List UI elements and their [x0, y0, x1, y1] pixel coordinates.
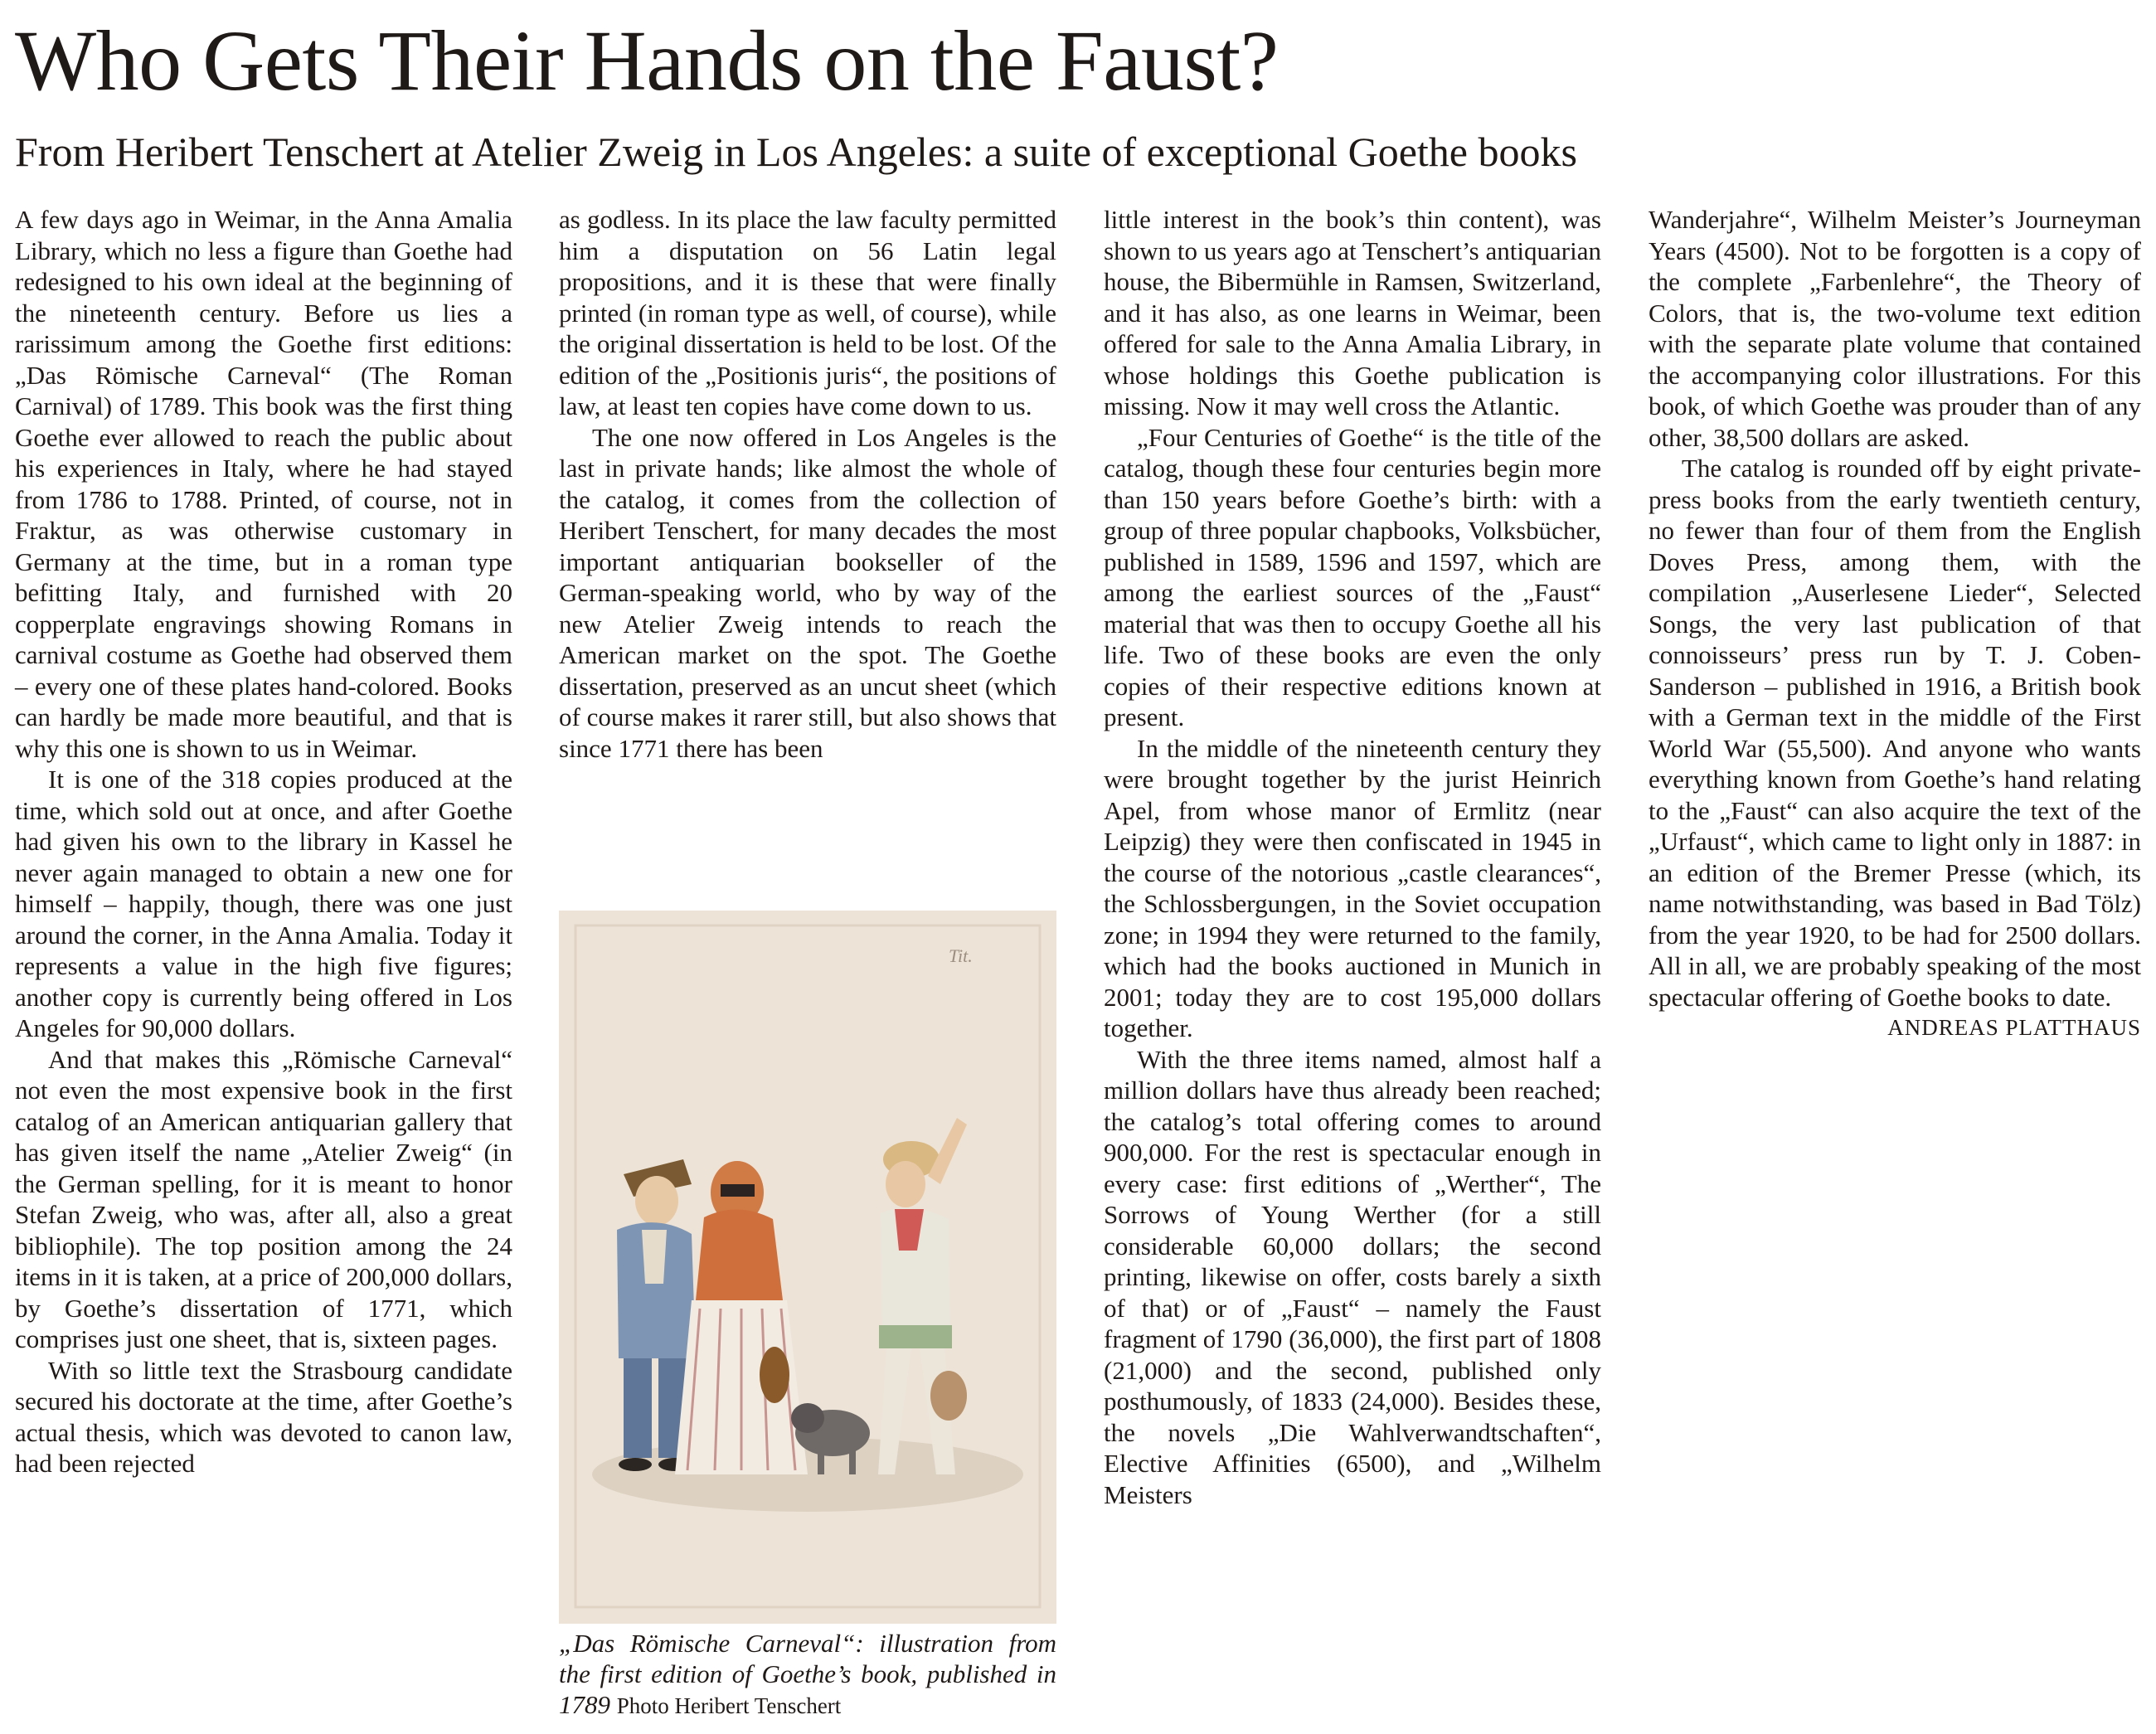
paragraph: It is one of the 318 copies produced at the time, which sold out at once, and after Goethe had given his own to the library in Kassel he never again managed to obtain a new one for himself – happily, though, there was one just around the corner, in the Anna Amalia. Today it represents a value in the high five figures; another copy is currently being offered in Los Angeles for 90,000 dollars. — [15, 765, 512, 1042]
photo-credit: Photo Heribert Tenschert — [616, 1693, 842, 1718]
paragraph: as godless. In its place the law faculty permitted him a disputation on 56 Latin legal propositions, and it is these that were finally printed (in roman type as well, of course), while the original dissertation is held to be lost. Of the edition of the „Positionis juris“, the positions of law, at least ten copies have come down to us. — [559, 205, 1056, 420]
paragraph: With the three items named, almost half a million dollars have thus already been reached; the catalog’s total offering comes to around 900,000. For the rest is spectacular enough in every case: first editions of „Werther“, The Sorrows of Young Werther (for a still considerable 60,000 dollars; the second printing, likewise on offer, costs barely a sixth of that) or of „Faust“ – namely the Faust fragment of 1790 (36,000), the first part of 1808 (21,000) and the second, published only posthumously, of 1833 (24,000). Besides these, the novels „Die Wahlverwandtschaften“, Elective Affinities (6500), and „Wilhelm Meisters — [1104, 1044, 1601, 1509]
paragraph: With so little text the Strasbourg candidate secured his doctorate at the time, after Goethe’s actual thesis, which was devoted to canon law, had been rejected — [15, 1355, 512, 1478]
paragraph: Wanderjahre“, Wilhelm Meister’s Journeyman Years (4500). Not to be forgotten is a copy of the complete „Farbenlehre“, the Theory of Colors, that is, the two-volume text edition with the separate plate volume that contained the accompanying color illustrations. For this book, of which Goethe was prouder than of any other, 38,500 dollars are asked. — [1649, 205, 2141, 452]
plate-mark: Tit. — [949, 945, 973, 966]
article-column-3 — [1104, 204, 1601, 1705]
paragraph: In the middle of the nineteenth century they were brought together by the jurist Heinrich Apel, from whose manor of Ermlitz (near Leipzig) they were then confiscated in 1945 in the course of the notorious „castle clearances“, the Schlossbergungen, in the Soviet occupation zone; in 1994 they were returned to the family, which had the books auctioned in Munich in 2001; today they are to cost 195,000 dollars together. — [1104, 733, 1601, 1042]
article-column-4 — [1649, 204, 2141, 1199]
carnival-illustration — [559, 911, 1056, 1624]
paragraph: little interest in the book’s thin content), was shown to us years ago at Tenschert’s antiquarian house, the Bibermühle in Ramsen, Switzerland, and it has also, as one learns in Weimar, been offered for sale to the Anna Amalia Library, in whose holdings this Goethe publication is missing. Now it may well cross the Atlantic. — [1104, 205, 1601, 420]
caption-text: „Das Römische Carneval“: illustration from the first edition of Goethe’s book, published in 1789 — [559, 1629, 1056, 1719]
paragraph: A few days ago in Weimar, in the Anna Amalia Library, which no less a figure than Goethe had redesigned to his own ideal at the beginning of the nineteenth century. Before us lies a rarissimum among the Goethe first editions: „Das Römische Carneval“ (The Roman Carnival) of 1789. This book was the first thing Goethe ever allowed to reach the public about his experiences in Italy, where he had stayed from 1786 to 1788. Printed, of course, not in Fraktur, as was otherwise customary in Germany at the time, but in a roman type befitting Italy, and furnished with 20 copperplate engravings showing Romans in carnival costume as Goethe had observed them – every one of these plates hand-colored. Books can hardly be made more beautiful, and that is why this one is shown to us in Weimar. — [15, 205, 512, 763]
subheadline: From Heribert Tenschert at Atelier Zweig in Los Angeles: a suite of exceptional Goethe books — [15, 129, 1577, 175]
image-caption — [559, 1628, 1056, 1722]
headline: Who Gets Their Hands on the Faust? — [15, 13, 1279, 109]
article-column-2 — [559, 204, 1056, 867]
paragraph: The catalog is rounded off by eight private-press books from the early twentieth century, no fewer than four of them from the English Doves Press, among them, with the compilation „Auserlesene Lieder“, Selected Songs, the very last publication of that connoisseurs’ press run by T. J. Coben-Sanderson – published in 1916, a British book with a German text in the middle of the First World War (55,500). And anyone who wants everything known from Goethe’s hand relating to the „Faust“ can also acquire the text of the „Urfaust“, which came to light only in 1887: in an edition of the Bremer Presse (which, its name notwithstanding, was based in Bad Tölz) from the year 1920, to be had for 2500 dollars. All in all, we are probably speaking of the most spectacular offering of Goethe books to date. — [1649, 454, 2141, 1012]
article-column-1 — [15, 204, 512, 1705]
paragraph: And that makes this „Römische Carneval“ not even the most expensive book in the first catalog of an American antiquarian gallery that has given itself the name „Atelier Zweig“ (in the German spelling, for it is meant to honor Stefan Zweig, who was, after all, also a great bibliophile). The top position among the 24 items in it is taken, at a price of 200,000 dollars, by Goethe’s dissertation of 1771, which comprises just one sheet, that is, sixteen pages. — [15, 1044, 512, 1353]
byline: ANDREAS PLATTHAUS — [1887, 1015, 2141, 1040]
paragraph: The one now offered in Los Angeles is the last in private hands; like almost the whole of the catalog, it comes from the collection of Heribert Tenschert, for many decades the most important antiquarian bookseller of the German-speaking world, who by way of the new Atelier Zweig intends to reach the American market on the spot. The Goethe dissertation, preserved as an uncut sheet (which of course makes it rarer still, but also shows that since 1771 there has been — [559, 422, 1056, 763]
paragraph: „Four Centuries of Goethe“ is the title of the catalog, though these four centuries begin more than 150 years before Goethe’s birth: with a group of three popular chapbooks, Volksbücher, published in 1589, 1596 and 1597, which are among the earliest sources of the „Faust“ material that was then to occupy Goethe all his life. Two of these books are even the only copies of their respective editions known at present. — [1104, 422, 1601, 731]
